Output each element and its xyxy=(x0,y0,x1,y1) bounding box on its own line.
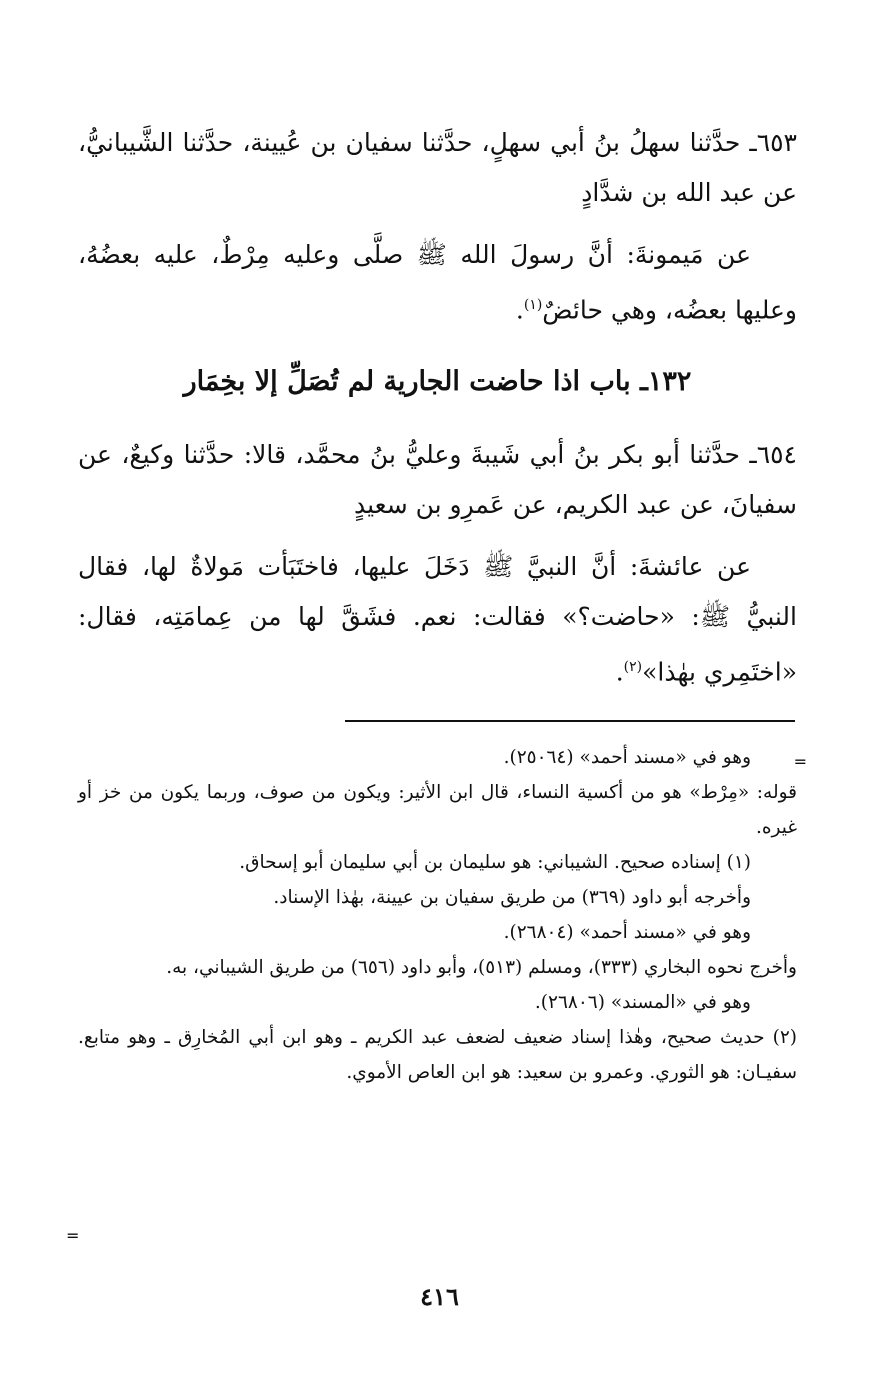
footnote-line: وهو في «مسند أحمد» (٢٥٠٦٤). xyxy=(503,747,751,768)
footnote-separator xyxy=(345,720,795,722)
footnote-ref-2: (٢) xyxy=(623,659,643,675)
hadith-653-text xyxy=(78,230,797,335)
footnote-ref-1: (١) xyxy=(523,297,543,313)
footnote-line: (١) إسناده صحيح. الشيباني: هو سليمان بن أبي سليمان أبو إسحاق. xyxy=(239,852,751,873)
hadith-654-text xyxy=(78,542,797,697)
hadith-654-chain xyxy=(78,430,797,530)
hadith-654-block xyxy=(78,430,797,697)
hadith-654-end: . xyxy=(615,657,624,687)
footnote-line: وهو في «المسند» (٢٦٨٠٦). xyxy=(534,992,751,1013)
footnote-line: (٢) حديث صحيح، وهٰذا إسناد ضعيف لضعف عبد الكريم ـ وهو ابن أبي المُخارِق ـ وهو متابع. سفيـان: هو الثوري. وعمرو بن سعيد: هو ابن العاص الأموي. xyxy=(78,1027,797,1083)
footnote-line: قوله: «مِرْط» هو من أكسية النساء، قال ابن الأثير: ويكون من صوف، وربما يكون من خز أو غيره. xyxy=(78,782,797,838)
footnotes xyxy=(78,740,797,1090)
continuation-marker-bottom: = xyxy=(66,1226,80,1245)
hadith-653-block xyxy=(78,118,797,335)
hadith-653-chain-text: ٦٥٣ـ حدَّثنا سهلُ بنُ أبي سهلٍ، حدَّثنا سفيان بن عُيينة، حدَّثنا الشَّيبانيُّ، عن عبد الله بن شدَّادٍ xyxy=(78,128,797,207)
chapter-heading: ١٣٢ـ باب اذا حاضت الجارية لم تُصَلِّ إلا بخِمَار xyxy=(183,366,692,397)
hadith-653-chain xyxy=(78,118,797,218)
continuation-marker-top: = xyxy=(793,752,807,771)
hadith-653-text-body: عن مَيمونةَ: أنَّ رسولَ الله ﷺ صلَّى وعليه مِرْطٌ، عليه بعضُهُ، وعليها بعضُه، وهي حائضٌ xyxy=(78,240,797,325)
hadith-654-text-body: عن عائشةَ: أنَّ النبيَّ ﷺ دَخَلَ عليها، فاختَبَأت مَولاةٌ لها، فقال النبيُّ ﷺ: «حاضت؟» فقالت: نعم. فشَقَّ لها من عِمامَتِه، فقال: «اختَمِري بهٰذا» xyxy=(78,552,797,687)
footnote-line: وأخرج نحوه البخاري (٣٣٣)، ومسلم (٥١٣)، وأبو داود (٦٥٦) من طريق الشيباني، به. xyxy=(166,957,797,978)
footnote-line: وأخرجه أبو داود (٣٦٩) من طريق سفيان بن عيينة، بهٰذا الإسناد. xyxy=(273,887,751,908)
hadith-653-end: . xyxy=(515,295,524,325)
footnote-line: وهو في «مسند أحمد» (٢٦٨٠٤). xyxy=(503,922,751,943)
hadith-654-chain-text: ٦٥٤ـ حدَّثنا أبو بكر بنُ أبي شَيبةَ وعليُّ بنُ محمَّد، قالا: حدَّثنا وكيعٌ، عن سفيانَ، عن عبد الكريم، عن عَمرِو بن سعيدٍ xyxy=(78,440,797,519)
page-number: ٤١٦ xyxy=(420,1282,459,1311)
